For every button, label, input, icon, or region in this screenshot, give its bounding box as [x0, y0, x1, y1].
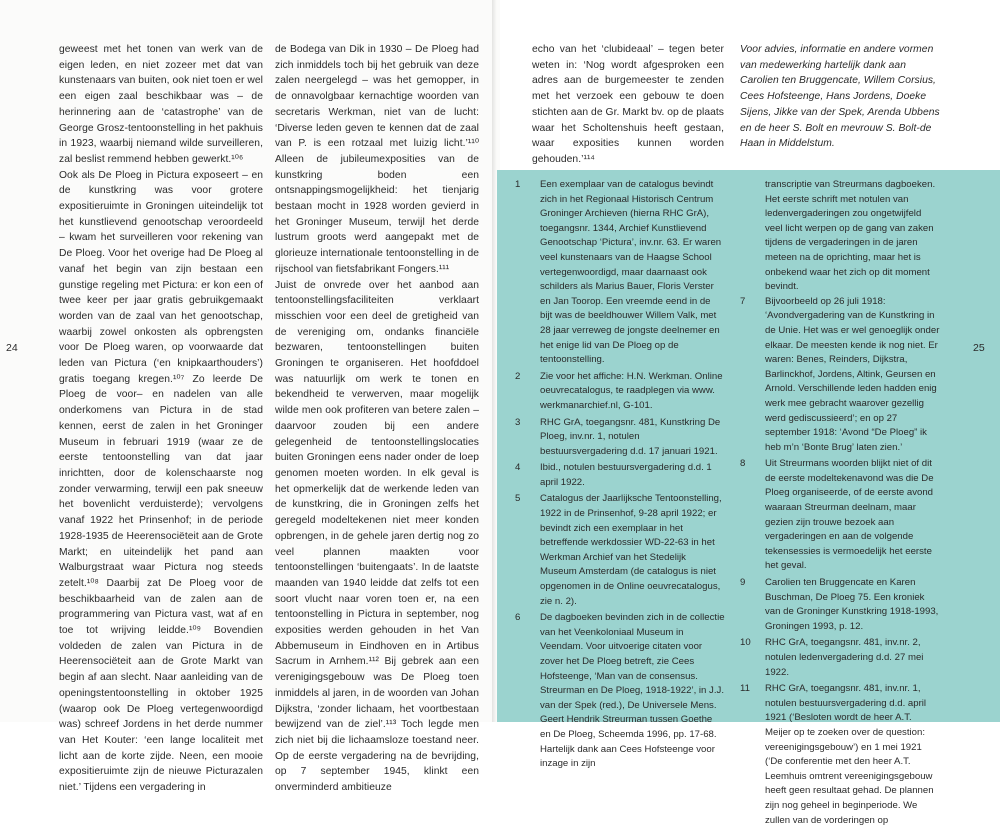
endnote — [740, 576, 940, 634]
endnote-text: RHC GrA, toegangsnr. 481, inv.nr. 2, notulen ledenvergadering d.d. 27 mei 1922. — [765, 637, 924, 678]
endnote-number: 8 — [740, 458, 746, 470]
endnote-number: 10 — [740, 637, 751, 649]
endnotes-right-column — [740, 178, 940, 830]
endnotes-left-column — [515, 178, 725, 774]
paragraph: Juist de onvrede over het aanbod aan tentoonstellingsfaciliteiten verklaart misschien voor een deel de gretigheid van de vereniging om, ondanks financiële bezwaren, tentoonstellingen buiten Groningen te organiseren. Het hoofddoel was natuurlijk om werk te tonen en bekendheid te verwerven, maar mogelijk wilde men ook profiteren van betere zalen – daarvoor zouden bij een andere gelegenheid de tentoonstellingslocaties buiten Groningen eens nader onder de loep genomen moeten worden. In elk geval is het opmerkelijk dat de werkende leden van de kunstkring, die in Groningen zelfs het geregeld modeltekenen niet meer konden opbrengen, in de gehele jaren dertig nog zo veel plannen maakten voor tentoonstellingen ‘buitengaats’. In de laatste maanden van 1940 leidde dat zelfs tot een soort vlucht naar voren toen er, na een tentoonstelling in Pictura in september, nog exposities werden gehouden in het Van Abbemuseum in Eindhoven en in Artibus Sacrum in Arnhem.¹¹² Bij gebrek aan een verenigingsgebouw was De Ploeg toen inmiddels al jaren, in de woorden van Johan Dijkstra, ‘zonder lichaam, het voortbestaan bewijzend van de ziel’.¹¹³ Toch legde men zich niet bij die lichaamsloze toestand neer. Op de eerste vergadering na de bevrijding, op 7 september 1945, klinkt een onverminderd ambitieuze — [275, 279, 479, 794]
endnote — [740, 295, 940, 456]
endnote-number: 3 — [515, 416, 521, 428]
endnote-text: Een exemplaar van de catalogus bevindt zich in het Regionaal Historisch Centrum Groninger Archieven (hierna RHC GrA), toegangsnr. 1344, Archief Kunstlievend Genootschap ‘Pictura’, inv.nr. 63. Er waren veel kunstenaars van de Haagse School vertegenwoordigd, maar daarnaast ook schilders als Marius Bauer, Floris Verster en Jan Toorop. Een vreemde eend in de bijt was de beeldhouwer Willem Valk, met 28 jaar verreweg de jongste deelnemer en het enige lid van De Ploeg op de tentoonstelling. — [540, 179, 722, 366]
endnote — [740, 457, 940, 574]
endnote-text: Zie voor het affiche: H.N. Werkman. Online oeuvrecatalogus, te raadplegen via www. werkmanarchief.nl, G-101. — [540, 370, 723, 411]
endnote — [515, 461, 725, 490]
endnote-text: Uit Streurmans woorden blijkt niet of dit de eerste modeltekenavond was die De Ploeg organiseerde, of de eerste avond waaraan Streurman deelnam, maar gezien zijn trouwe bezoek aan vergaderingen en aan de volgende tekensessies is vermoedelijk het eerste het geval. — [765, 458, 934, 572]
acknowledgements-text: Voor advies, informatie en andere vormen van medewerking hartelijk dank aan Carolien ten Bruggencate, Willem Corsius, Cees Hofsteenge, Hans Jordens, Doeke Sijens, Jikke van der Spek, Arenda Ubbens en de heer S. Bolt en mevrouw S. Bolt-de Haan in Middelstum. — [740, 44, 940, 150]
endnote-number: 2 — [515, 370, 521, 382]
paragraph: Ook als De Ploeg in Pictura exposeert – en de kunstkring was voor grotere expositieruimte in Groningen uiteindelijk tot het kunstlievend genootschap veroordeeld – kwam het surveilleren voor rekening van De Ploeg. Voor het overige had De Ploeg al vanaf het begin van zijn bestaan een gunstige regeling met Pictura: er kon een of twee keer per jaar gratis gebruikgemaakt worden van de zaal van het genootschap, waarbij zowel onkosten als opbrengsten voor De Ploeg waren, op voorwaarde dat leden van Pictura (‘en knipkaarthouders’) gratis toegang kregen.¹⁰⁷ Zo leerde De Ploeg de voor– en nadelen van alle onderkomens van Pictura in de stad kennen, eerst de zalen in het Groninger Museum in februari 1919 (waar ze de eerste tentoonstelling van dat jaar inrichtten, door de kolenschaarste nog zonder verwarming, terwijl een pak sneeuw het bovenlicht verduisterde); vervolgens vanaf 1922 het Prinsenhof; in de periode 1928-1935 de Heerensociëteit aan de Grote Markt; en uiteindelijk het pand aan Walburgstraat waar Pictura nog steeds zetelt.¹⁰⁸ Daarbij zat De Ploeg voor de beschikbaarheid van de zalen aan de programmering van Pictura vast, wat af en toe tot wrijving leidde.¹⁰⁹ Bovendien voldeden de zalen van Pictura in de Heerensociëteit aan de Grote Markt van begin af aan slecht. Naar aanleiding van de openingstentoonstelling in oktober 1925 (waarop ook De Ploeg vertegenwoordigd was) schreef Jordens in het derde nummer van Het Kouter: ‘een lange localiteit met licht aan de korte zijde. Neen, een mooie expositieruimte zijn de nieuwe Picturazalen niet.’ Tijdens een vergadering in — [59, 169, 263, 794]
endnote — [515, 611, 725, 772]
left-column-2 — [275, 42, 479, 796]
right-column-text — [532, 42, 724, 168]
endnote-text: RHC GrA, toegangsnr. 481, inv.nr. 1, notulen bestuursvergadering d.d. april 1921 (‘Besloten wordt de heer A.T. Meijer op te zoeken over de question: vereenigingsgebouw’) en 1 mei 1921 (‘De conferentie met den heer A.T. Leemhuis omtrent vereenigingsgebouw heeft geen resultaat gehad. De plannen zijn nog geheel in beginperiode. We zullen van de vorderingen op — [765, 683, 934, 826]
endnote-number: 5 — [515, 493, 521, 505]
paragraph: geweest met het tonen van werk van de eigen leden, en niet zozeer met dat van kunstenaars van buiten, ook niet toen er wel een eigen zaal beschikbaar was – de herinnering aan de ‘catastrophe’ van de George Grosz-tentoonstelling in het pakhuis in 1923, waarbij niemand wilde surveilleren, zal beslist remmend hebben gewerkt.¹⁰⁶ — [59, 44, 263, 165]
endnote-text: RHC GrA, toegangsnr. 481, Kunstkring De Ploeg, inv.nr. 1, notulen bestuursvergadering d.d. 17 januari 1921. — [540, 416, 721, 457]
paragraph: de Bodega van Dik in 1930 – De Ploeg had zich inmiddels toch bij het gebruik van deze zalen neergelegd – was het gemopper, in de onnavolgbaar kernachtige woorden van secretaris Werkman, niet van de lucht: ‘Diverse leden geven te kennen dat de zaal van P. is een rotzaal met luizig licht.’¹¹⁰ Alleen de jubileumexposities van de kunstkring boden een ontsnappingsmogelijkheid: het tienjarig bestaan mocht in 1928 worden gevierd in het Groninger Museum, terwijl het derde lustrum groots werd aangepakt met de glorieuze internationale tentoonstelling in de rijschool van fietsfabrikant Fongers.¹¹¹ — [275, 44, 479, 275]
acknowledgements — [740, 42, 940, 152]
endnote-number: 1 — [515, 179, 521, 190]
left-column-1 — [59, 42, 263, 796]
endnote — [515, 492, 725, 609]
endnote-text: Ibid., notulen bestuursvergadering d.d. 1 april 1922. — [540, 462, 712, 488]
endnote-text: Carolien ten Bruggencate en Karen Buschman, De Ploeg 75. Een kroniek van de Groninger Kunstkring 1918-1993, Groningen 1993, p. 12. — [765, 577, 939, 632]
endnote-number: 11 — [740, 683, 750, 695]
endnote-number: 7 — [740, 295, 746, 307]
endnote — [515, 416, 725, 460]
endnote-number: 4 — [515, 462, 521, 474]
endnote — [740, 636, 940, 680]
endnote-number: 9 — [740, 577, 746, 589]
endnote — [515, 178, 725, 368]
endnote-text: De dagboeken bevinden zich in de collectie van het Veenkoloniaal Museum in Veendam. Voor uitvoerige citaten voor zover het De Ploeg betreft, zie Cees Hofsteenge, ‘Man van de consensus. Streurman en De Ploeg, 1918-1922’, in J.J. van der Spek (red.), De Universele Mens. Geert Hendrik Streurman tussen Goethe en De Ploeg, Scheemda 1996, pp. 17-68. Hartelijk dank aan Cees Hofsteenge voor inzage in zijn — [540, 612, 725, 770]
endnote — [515, 370, 725, 414]
paragraph: echo van het ‘clubideaal’ – tegen beter weten in: ‘Nog wordt afgesproken een adres aan de burgemeester te zenden met het verzoek een gebouw te doen stichten aan de Gr. Markt bv. op de plaats waar het Scholtenshuis heeft gestaan, waar exposities kunnen worden gehouden.’¹¹⁴ — [532, 44, 724, 165]
page-number-right: 25 — [973, 342, 985, 354]
endnote-continuation: transcriptie van Streurmans dagboeken. Het eerste schrift met notulen van ledenvergaderingen zou ongetwijfeld veel licht werpen op de gang van zaken tijdens de vergaderingen in de jaren meteen na de oprichting, maar het is onbekend waar het zich op dit moment bevindt. — [765, 179, 936, 293]
endnote — [740, 682, 940, 828]
endnote-text: Catalogus der Jaarlijksche Tentoonstelling, 1922 in de Prinsenhof, 9-28 april 1922; er bevindt zich een exemplaar in het betreffende werkdossier WD-22-63 in het Werkman Archief van het Stedelijk Museum Amsterdam (de catalogus is niet opgenomen in de Online oeuvrecatalogus, zie n. 2). — [540, 493, 722, 607]
endnote-number: 6 — [515, 612, 521, 624]
endnote-text: Bijvoorbeeld op 26 juli 1918: ‘Avondvergadering van de Kunstkring in de Unie. Het was er wel genoeglijk onder elkaar. De meesten kende ik nog niet. Er waren: Benes, Reinders, Dijkstra, Barlinckhof, Jordens, Altink, Geursen en Arnold. Verschillende leden hadden enig werk mee gebracht waarover gezellig werd gediscussieerd’; en op 27 september 1918: ‘Avond “De Ploeg” ik heb m’n ‘Bonte Brug’ laten zien.’ — [765, 295, 940, 453]
page-number-left: 24 — [6, 342, 18, 354]
